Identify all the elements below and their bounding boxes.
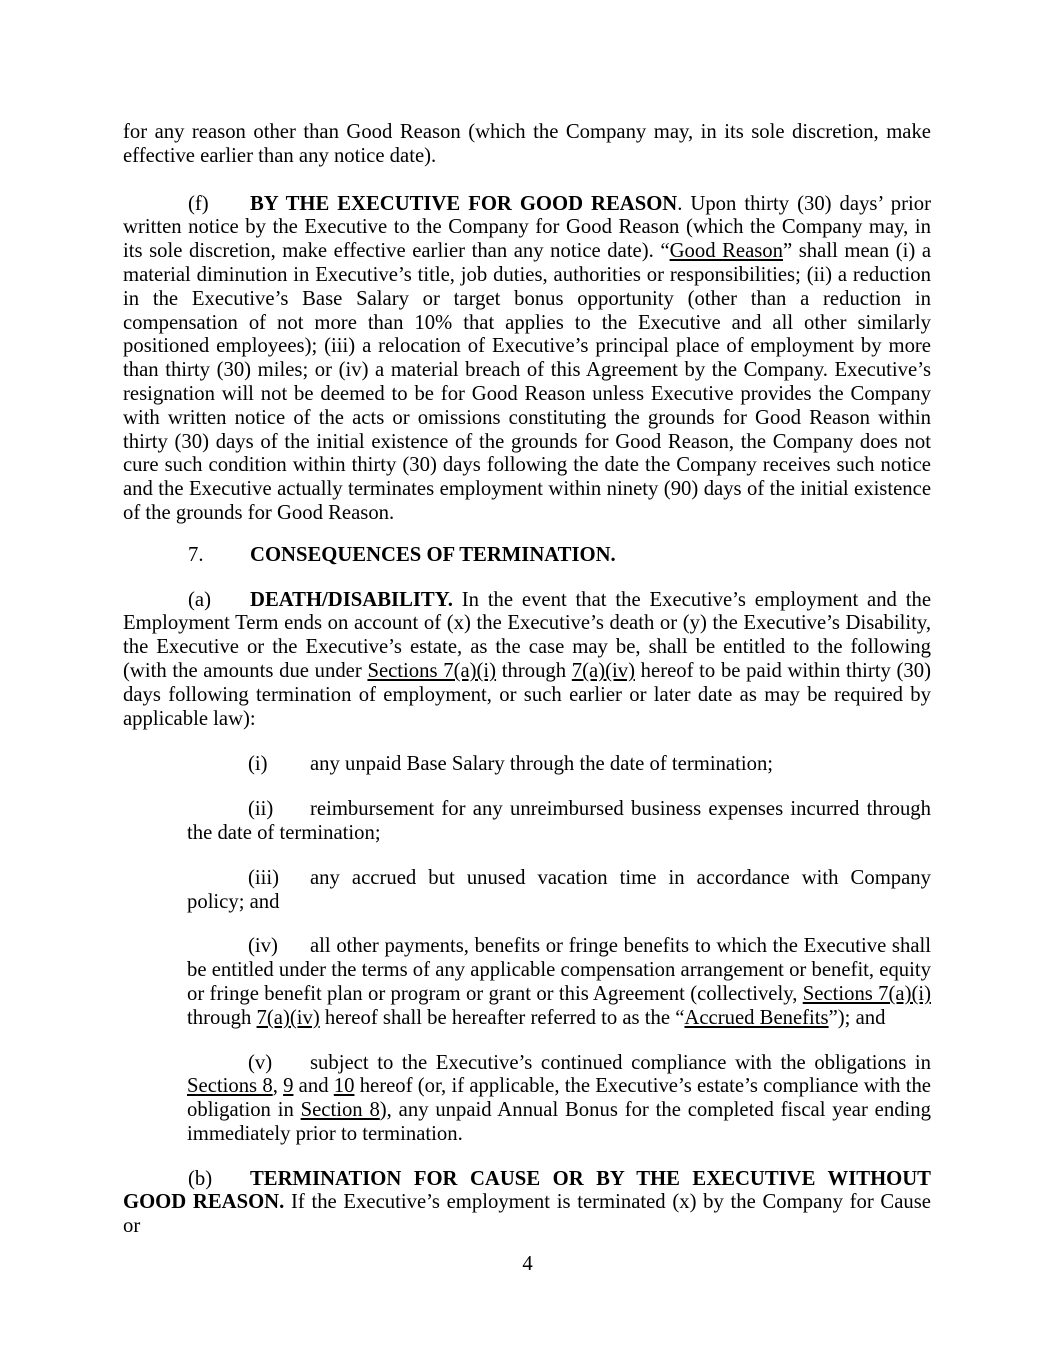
list-item-iii-marker: (iii)	[248, 866, 280, 889]
clause-a-marker: (a)	[188, 588, 211, 611]
text-segment: hereof to be paid within thirty (30) days following termination of employment, or such earlier or later date as may be required by applicable law):	[123, 659, 931, 730]
section-reference: Sections 8	[187, 1075, 273, 1098]
list-item-v-marker: (v)	[248, 1051, 273, 1074]
clause-f-marker: (f)	[188, 192, 209, 215]
defined-term-good-reason: Good Reason	[669, 240, 783, 263]
section-reference: 7(a)(iv)	[571, 659, 635, 682]
text-segment: through	[187, 1006, 257, 1029]
text-segment: ,	[272, 1075, 284, 1098]
section-reference: 9	[283, 1075, 294, 1098]
document-body	[123, 121, 931, 1239]
clause-f	[123, 193, 931, 526]
paragraph-continuation: for any reason other than Good Reason (which the Company may, in its sole discretion, make effective earlier than any notice date).	[123, 121, 931, 167]
clause-a	[123, 589, 931, 732]
text-segment: all other payments, benefits or fringe benefits to which the Executive shall be entitled under the terms of any applicable compensation arrangement or benefit, equity or fringe benefit plan or program or grant or this Agreement (collectively,	[187, 935, 931, 1005]
section-7-heading	[123, 544, 931, 568]
page-number: 4	[522, 1253, 533, 1275]
list-item-v	[187, 1052, 931, 1147]
text-segment: If the Executive’s employment is terminated (x) by the Company for Cause or	[123, 1191, 931, 1238]
text-segment: any accrued but unused vacation time in accordance with Company policy; and	[187, 866, 931, 913]
clause-a-heading: DEATH/DISABILITY.	[250, 588, 453, 611]
clause-b-marker: (b)	[188, 1167, 213, 1190]
list-item-ii	[187, 798, 931, 846]
clause-b-heading: TERMINATION FOR CAUSE OR BY THE EXECUTIVE WITHOUT GOOD REASON.	[123, 1167, 931, 1214]
text-segment: subject to the Executive’s continued compliance with the obligations in	[310, 1051, 931, 1074]
text-segment: ”); and	[828, 1006, 886, 1029]
clause-b	[123, 1168, 931, 1239]
text-segment: reimbursement for any unreimbursed business expenses incurred through the date of termination;	[187, 798, 931, 844]
section-reference: Sections 7(a)(i)	[367, 659, 497, 682]
section-reference: 10	[333, 1075, 355, 1098]
clause-f-heading: BY THE EXECUTIVE FOR GOOD REASON	[250, 192, 678, 215]
text-segment: through	[496, 659, 572, 682]
text-segment: ), any unpaid Annual Bonus for the completed fiscal year ending immediately prior to termination.	[187, 1099, 931, 1145]
list-item-iv-marker: (iv)	[248, 935, 278, 958]
section-7-number: 7.	[188, 543, 204, 566]
section-reference: 7(a)(iv)	[256, 1006, 320, 1029]
text-segment: ” shall mean (i) a material diminution in Executive’s title, job duties, authorities or responsibilities; (ii) a reduction in the Executive’s Base Salary or target bonus opportunity (other than a reduction in compensation of not more than 10% that applies to the Executive and all other similarly positioned employees); (iii) a relocation of Executive’s principal place of employment by more than thirty (30) miles; or (iv) a material breach of this Agreement by the Company. Executive’s resignation will not be deemed to be for Good Reason unless Executive provides the Company with written notice of the acts or omissions constituting the grounds for Good Reason within thirty (30) days of the initial existence of the grounds for Good Reason, the Company does not cure such condition within thirty (30) days following the date the Company receives such notice and the Executive actually terminates employment within ninety (90) days of the initial existence of the grounds for Good Reason.	[123, 240, 932, 524]
list-item-i-marker: (i)	[248, 753, 268, 776]
text-segment: hereof shall be hereafter referred to as the “	[319, 1006, 685, 1029]
section-7-title: CONSEQUENCES OF TERMINATION.	[250, 543, 616, 566]
text-segment: In the event that the Executive’s employment and the Employment Term ends on account of (x) the Executive’s death or (y) the Executive’s Disability, the Executive or the Executive’s estate, as the case may be, shall be entitled to the following (with the amounts due under	[123, 588, 931, 682]
text-segment: and	[293, 1075, 334, 1098]
section-reference: Section 8	[300, 1099, 380, 1122]
text-segment: hereof (or, if applicable, the Executive’s estate’s compliance with the obligation in	[187, 1075, 931, 1122]
text-segment: . Upon thirty (30) days’ prior written notice by the Executive to the Company for Good Reason (which the Company may, in its sole discretion, make effective earlier than any notice date). “	[123, 192, 931, 263]
defined-term-accrued-benefits: Accrued Benefits	[684, 1006, 829, 1029]
list-item-iii	[187, 867, 931, 915]
text-segment: any unpaid Base Salary through the date of termination;	[310, 753, 774, 776]
list-item-i	[187, 753, 931, 777]
list-item-ii-marker: (ii)	[248, 798, 274, 821]
list-item-iv	[187, 935, 931, 1030]
section-reference: Sections 7(a)(i)	[802, 982, 931, 1005]
